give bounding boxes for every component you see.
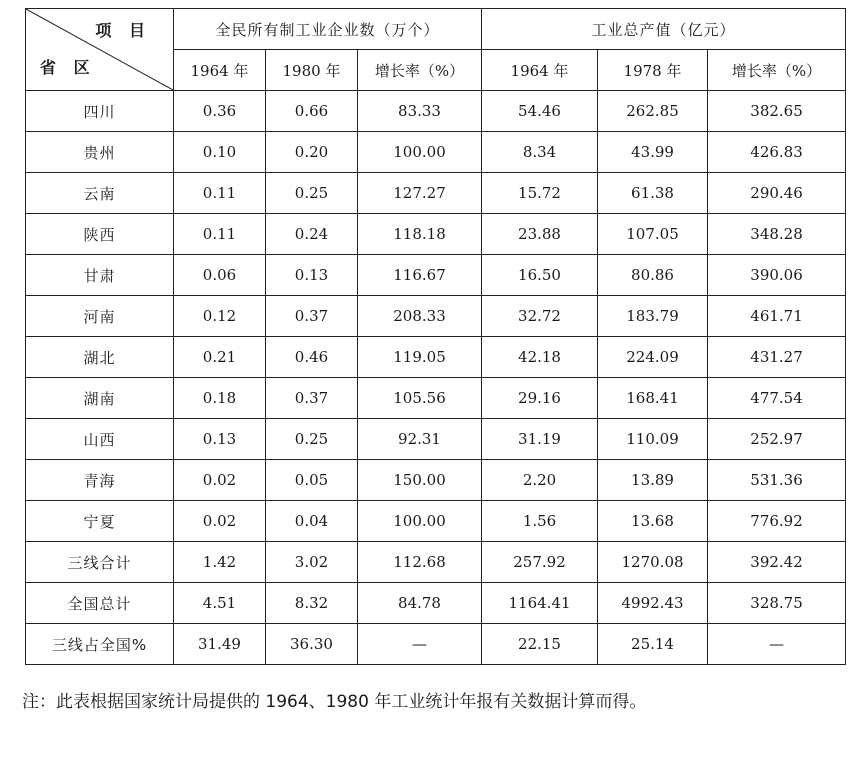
table-row — [26, 419, 846, 460]
value-cell: 92.31 — [358, 419, 482, 460]
value-cell: 390.06 — [708, 255, 846, 296]
value-cell: 461.71 — [708, 296, 846, 337]
subheader-cell: 1964 年 — [482, 50, 598, 91]
value-cell: 127.27 — [358, 173, 482, 214]
value-cell: 0.37 — [266, 296, 358, 337]
value-cell: 0.02 — [174, 460, 266, 501]
province-name-cell: 云南 — [26, 173, 174, 214]
value-cell: 1270.08 — [598, 542, 708, 583]
value-cell: 531.36 — [708, 460, 846, 501]
value-cell: 262.85 — [598, 91, 708, 132]
corner-label-item: 项 目 — [95, 21, 151, 40]
table-row — [26, 542, 846, 583]
value-cell: 112.68 — [358, 542, 482, 583]
value-cell: 1.56 — [482, 501, 598, 542]
value-cell: 0.10 — [174, 132, 266, 173]
value-cell: 61.38 — [598, 173, 708, 214]
value-cell: 257.92 — [482, 542, 598, 583]
province-name-cell: 甘肃 — [26, 255, 174, 296]
province-name-cell: 三线占全国% — [26, 624, 174, 665]
value-cell: 252.97 — [708, 419, 846, 460]
value-cell: 23.88 — [482, 214, 598, 255]
value-cell: 13.89 — [598, 460, 708, 501]
value-cell: 382.65 — [708, 91, 846, 132]
value-cell: 0.18 — [174, 378, 266, 419]
value-cell: 80.86 — [598, 255, 708, 296]
table-row — [26, 132, 846, 173]
value-cell: 0.02 — [174, 501, 266, 542]
value-cell: 84.78 — [358, 583, 482, 624]
value-cell: 0.05 — [266, 460, 358, 501]
industry-statistics-table — [25, 8, 846, 665]
province-name-cell: 山西 — [26, 419, 174, 460]
value-cell: 42.18 — [482, 337, 598, 378]
value-cell: 0.66 — [266, 91, 358, 132]
table-row — [26, 583, 846, 624]
value-cell: 1164.41 — [482, 583, 598, 624]
value-cell: 25.14 — [598, 624, 708, 665]
value-cell: 116.67 — [358, 255, 482, 296]
value-cell: 100.00 — [358, 132, 482, 173]
value-cell: 348.28 — [708, 214, 846, 255]
value-cell: 32.72 — [482, 296, 598, 337]
province-name-cell: 宁夏 — [26, 501, 174, 542]
value-cell: 105.56 — [358, 378, 482, 419]
value-cell: — — [708, 624, 846, 665]
value-cell: 31.19 — [482, 419, 598, 460]
value-cell: 208.33 — [358, 296, 482, 337]
group-header-output-value: 工业总产值（亿元） — [482, 9, 846, 50]
province-name-cell: 全国总计 — [26, 583, 174, 624]
province-name-cell: 湖南 — [26, 378, 174, 419]
value-cell: 8.32 — [266, 583, 358, 624]
subheader-cell: 1980 年 — [266, 50, 358, 91]
value-cell: 8.34 — [482, 132, 598, 173]
corner-header-cell — [26, 9, 174, 91]
value-cell: 0.24 — [266, 214, 358, 255]
value-cell: 183.79 — [598, 296, 708, 337]
subheader-cell: 1978 年 — [598, 50, 708, 91]
value-cell: 3.02 — [266, 542, 358, 583]
value-cell: 290.46 — [708, 173, 846, 214]
subheader-cell: 增长率（%） — [708, 50, 846, 91]
value-cell: 107.05 — [598, 214, 708, 255]
value-cell: 0.13 — [266, 255, 358, 296]
value-cell: 119.05 — [358, 337, 482, 378]
value-cell: 0.25 — [266, 173, 358, 214]
value-cell: 224.09 — [598, 337, 708, 378]
province-name-cell: 青海 — [26, 460, 174, 501]
corner-label-province: 省 区 — [40, 58, 96, 77]
table-row — [26, 624, 846, 665]
value-cell: 2.20 — [482, 460, 598, 501]
table-row — [26, 501, 846, 542]
value-cell: 0.13 — [174, 419, 266, 460]
value-cell: 13.68 — [598, 501, 708, 542]
value-cell: 118.18 — [358, 214, 482, 255]
value-cell: 4.51 — [174, 583, 266, 624]
province-name-cell: 湖北 — [26, 337, 174, 378]
value-cell: 477.54 — [708, 378, 846, 419]
table-body — [26, 91, 846, 665]
province-name-cell: 河南 — [26, 296, 174, 337]
value-cell: 0.46 — [266, 337, 358, 378]
table-row — [26, 378, 846, 419]
subheader-cell: 增长率（%） — [358, 50, 482, 91]
value-cell: 4992.43 — [598, 583, 708, 624]
value-cell: 0.37 — [266, 378, 358, 419]
table-row — [26, 460, 846, 501]
value-cell: 0.21 — [174, 337, 266, 378]
value-cell: 431.27 — [708, 337, 846, 378]
value-cell: 392.42 — [708, 542, 846, 583]
value-cell: 0.06 — [174, 255, 266, 296]
value-cell: 150.00 — [358, 460, 482, 501]
table-row — [26, 173, 846, 214]
value-cell: 15.72 — [482, 173, 598, 214]
value-cell: 31.49 — [174, 624, 266, 665]
value-cell: 328.75 — [708, 583, 846, 624]
value-cell: 0.11 — [174, 173, 266, 214]
value-cell: 1.42 — [174, 542, 266, 583]
subheader-cell: 1964 年 — [174, 50, 266, 91]
value-cell: 16.50 — [482, 255, 598, 296]
table-row — [26, 296, 846, 337]
value-cell: 0.11 — [174, 214, 266, 255]
group-header-enterprises: 全民所有制工业企业数（万个） — [174, 9, 482, 50]
table-row — [26, 337, 846, 378]
value-cell: 0.20 — [266, 132, 358, 173]
value-cell: 54.46 — [482, 91, 598, 132]
value-cell: 0.36 — [174, 91, 266, 132]
province-name-cell: 四川 — [26, 91, 174, 132]
value-cell: 83.33 — [358, 91, 482, 132]
value-cell: 426.83 — [708, 132, 846, 173]
value-cell: 110.09 — [598, 419, 708, 460]
province-name-cell: 贵州 — [26, 132, 174, 173]
value-cell: 100.00 — [358, 501, 482, 542]
table-footnote: 注：此表根据国家统计局提供的 1964、1980 年工业统计年报有关数据计算而得。 — [22, 692, 647, 712]
value-cell: 36.30 — [266, 624, 358, 665]
table-row — [26, 255, 846, 296]
value-cell: 29.16 — [482, 378, 598, 419]
value-cell: — — [358, 624, 482, 665]
table-row — [26, 214, 846, 255]
table-row — [26, 91, 846, 132]
value-cell: 0.04 — [266, 501, 358, 542]
value-cell: 168.41 — [598, 378, 708, 419]
province-name-cell: 三线合计 — [26, 542, 174, 583]
value-cell: 22.15 — [482, 624, 598, 665]
value-cell: 0.12 — [174, 296, 266, 337]
value-cell: 0.25 — [266, 419, 358, 460]
province-name-cell: 陕西 — [26, 214, 174, 255]
value-cell: 43.99 — [598, 132, 708, 173]
value-cell: 776.92 — [708, 501, 846, 542]
